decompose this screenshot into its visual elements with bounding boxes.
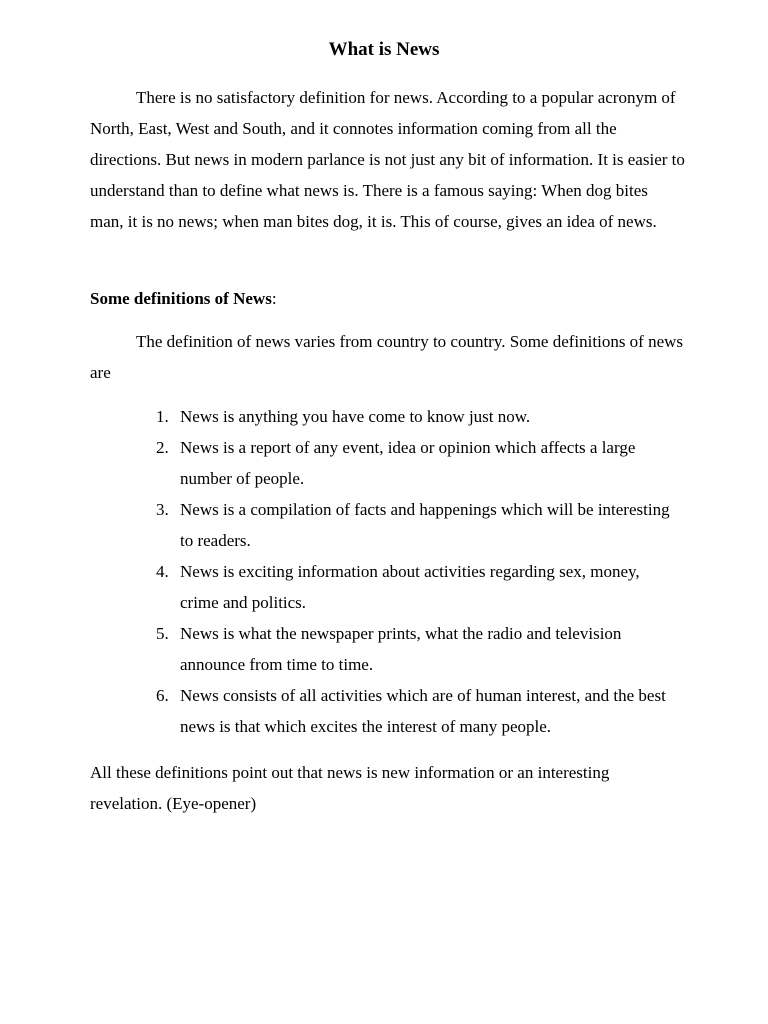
list-item-text: News is anything you have come to know just now. xyxy=(180,407,531,426)
list-item-number: 6. xyxy=(156,686,169,705)
section-intro-paragraph: The definition of news varies from country to country. Some definitions of news are xyxy=(90,332,684,382)
section-heading xyxy=(90,283,277,314)
list-item xyxy=(152,432,672,494)
list-item-number: 5. xyxy=(156,624,169,643)
intro-paragraph: There is no satisfactory definition for news. According to a popular acronym of North, East, West and South, and it connotes information coming from all the directions. But news in modern parlance is not just any bit of information. It is easier to understand than to define what news is. There is a famous saying: When dog bites man, it is no news; when man bites dog, it is. This of course, gives an idea of news. xyxy=(90,88,685,231)
section-heading-colon: : xyxy=(271,289,277,308)
conclusion-paragraph: All these definitions point out that news is new information or an interesting revelation. (Eye-opener) xyxy=(90,763,610,813)
list-item xyxy=(152,618,672,680)
list-item-text: News is exciting information about activities regarding sex, money, crime and politics. xyxy=(180,562,640,612)
list-item-number: 1. xyxy=(156,407,169,426)
list-item-text: News consists of all activities which are of human interest, and the best news is that which excites the interest of many people. xyxy=(180,686,666,736)
section-heading-text: Some definitions of News xyxy=(90,289,272,308)
list-item-text: News is what the newspaper prints, what the radio and television announce from time to time. xyxy=(180,624,622,674)
definitions-list xyxy=(152,401,672,742)
list-item-number: 2. xyxy=(156,438,169,457)
list-item-number: 4. xyxy=(156,562,169,581)
list-item xyxy=(152,494,672,556)
list-item xyxy=(152,401,672,432)
list-item-text: News is a compilation of facts and happenings which will be interesting to readers. xyxy=(180,500,670,550)
list-item-number: 3. xyxy=(156,500,169,519)
list-item xyxy=(152,680,672,742)
page-title: What is News xyxy=(328,39,440,60)
list-item xyxy=(152,556,672,618)
list-item-text: News is a report of any event, idea or opinion which affects a large number of people. xyxy=(180,438,636,488)
